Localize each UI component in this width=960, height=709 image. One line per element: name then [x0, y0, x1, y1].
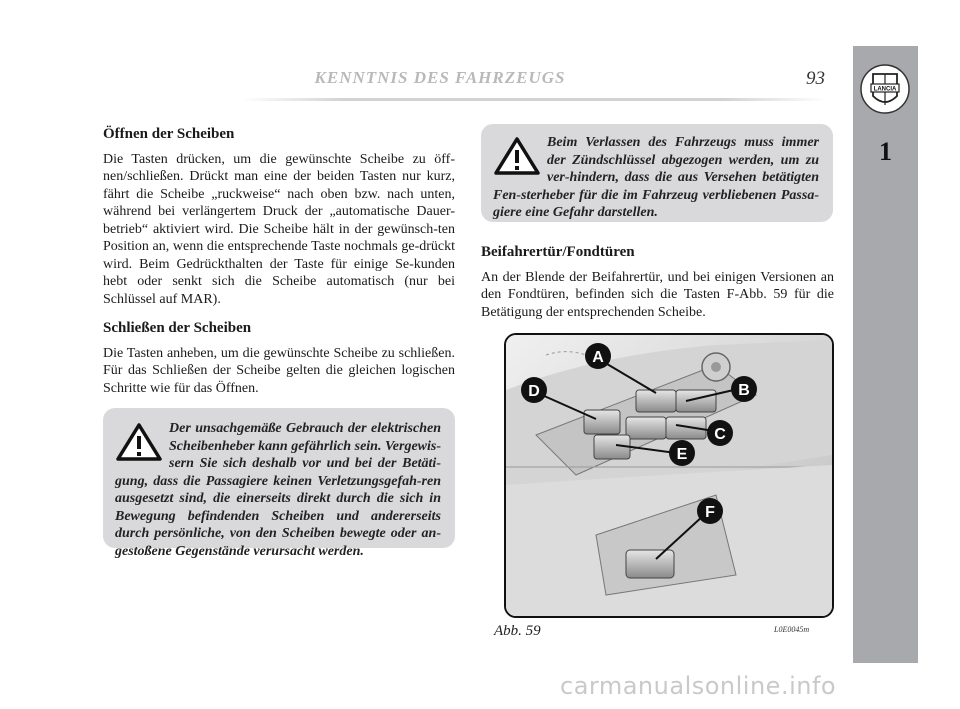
warning-triangle-icon: [115, 422, 163, 462]
callout-label-a: A: [592, 349, 604, 366]
watermark: carmanualsonline.info: [560, 672, 837, 700]
callout-label-c: C: [714, 426, 726, 443]
callout-f: [697, 498, 723, 524]
callout-d: [521, 377, 547, 403]
running-header-title: KENNTNIS DES FAHRZEUGS: [314, 68, 566, 87]
section-text-opening: Die Tasten drücken, um die gewünschte Scheibe zu öff-nen/schließen. Drückt man eine der beiden Tasten nur kurz, fährt die Scheibe „ruckweise“ nach oben bzw. nach unten, während bei verlängertem Druck der „automatische Dauer-betrieb“ aktiviert wird. Die Scheibe hält in der gewünsch-ten Position an, wenn die entsprechende Taste nochmals ge-drückt wird. Beim Gedrückthalten der Taste für einige Se-kunden hebt oder senkt sich die Scheibe automatisch (nur bei Schlüssel auf MAR).: [103, 151, 455, 307]
warning-text-key: Beim Verlassen des Fahrzeugs muss immer der Zündschlüssel abgezogen werden, um zu ver-hindern, dass die aus Versehen betätigten Fen-sterheber für die im Fahrzeug verbliebenen Passa-giere eine Gefahr darstellen.: [493, 135, 819, 220]
section-text-passenger: An der Blende der Beifahrertür, und bei einigen Versionen an den Fondtüren, befinden sich die Tasten F-Abb. 59 für die Betätigung der entsprechenden Scheibe.: [481, 269, 834, 320]
figure-caption: Abb. 59: [494, 623, 541, 639]
warning-box-key: [481, 124, 833, 222]
callout-a: [585, 343, 611, 369]
logo-text: LANCIA: [873, 86, 897, 93]
lancia-shield-icon: [859, 62, 911, 120]
callout-label-f: F: [705, 504, 715, 521]
section-heading-passenger: Beifahrertür/Fondtüren: [481, 244, 635, 260]
callout-label-d: D: [528, 383, 540, 400]
callout-e: [669, 440, 695, 466]
warning-text-usage: Der unsachgemäße Gebrauch der elektrischen Scheibenheber kann gefährlich sein. Vergewis-sern Sie sich deshalb vor und bei der Betäti-gung, dass die Passagiere keinen Verletzungsgefah-ren ausgesetzt sind, die einerseits direkt durch die sich in Bewegung befindenden Scheiben und andererseits durch persönliche, von den Scheiben bewegte oder an-gestoßene Gegenstände verursacht werden.: [115, 421, 441, 559]
left-column: [103, 126, 455, 409]
warning-triangle-icon: [493, 136, 541, 176]
warning-box-usage: [103, 408, 455, 559]
figure-window-switches: [504, 333, 834, 618]
figure-illustration: [506, 335, 832, 616]
header-rule: [240, 98, 828, 101]
page-number: 93: [806, 68, 825, 89]
figure-code: L0E0045m: [774, 625, 810, 634]
callout-c: [707, 420, 733, 446]
chapter-number: 1: [879, 137, 892, 166]
callout-label-b: B: [738, 382, 750, 399]
callout-b: [731, 376, 757, 402]
section-text-closing: Die Tasten anheben, um die gewünschte Scheibe zu schließen. Für das Schließen der Scheibe gelten die gleichen logischen Schritte wie für das Öffnen.: [103, 345, 455, 396]
right-column: [481, 244, 834, 333]
section-heading-closing: Schließen der Scheiben: [103, 320, 252, 336]
section-heading-opening: Öffnen der Scheiben: [103, 126, 235, 142]
callout-label-e: E: [676, 446, 688, 463]
